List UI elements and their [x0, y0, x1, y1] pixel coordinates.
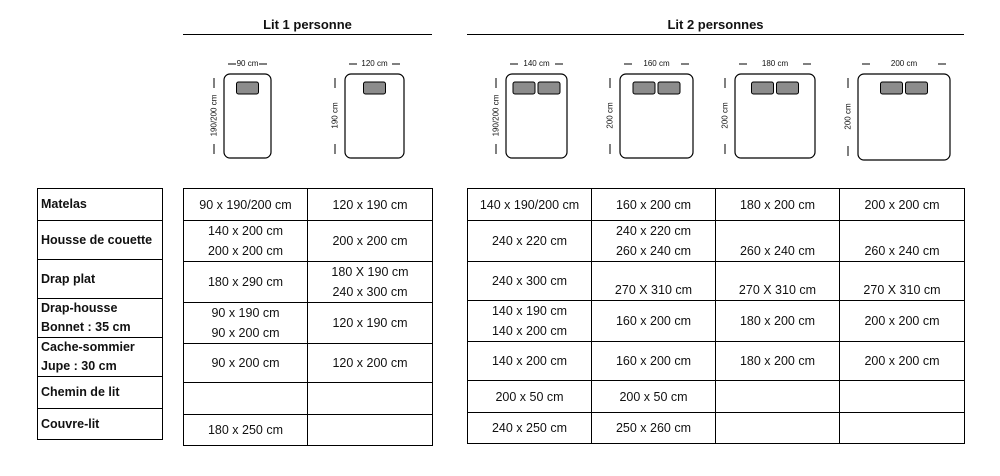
table-cell — [716, 221, 840, 262]
row-label — [38, 189, 163, 221]
row-label-text: Chemin de lit — [41, 385, 120, 399]
single-bed-group-title: Lit 1 personne — [263, 17, 352, 32]
cell-value: 260 x 240 cm — [739, 244, 816, 258]
table-cell — [308, 303, 433, 344]
row-label — [38, 409, 163, 440]
table-cell — [840, 413, 965, 444]
cell-value: 200 x 200 cm — [864, 354, 940, 368]
cell-value: 140 x 190/200 cm — [479, 197, 580, 212]
cell-value: 250 x 260 cm — [615, 421, 692, 435]
table-row — [184, 344, 433, 383]
table-row — [468, 189, 965, 221]
double-bed-group-title: Lit 2 personnes — [667, 17, 764, 32]
table-cell — [468, 301, 592, 342]
row-label-text: Drap plat — [41, 271, 96, 286]
cell-value: 180 x 200 cm — [739, 354, 816, 368]
cell-value: 200 x 50 cm — [619, 389, 688, 404]
bed-length-label: 190 cm — [330, 102, 340, 129]
row-label-text: Bonnet : 35 cm — [41, 320, 131, 334]
cell-value: 120 x 200 cm — [332, 356, 408, 370]
table-cell — [592, 221, 716, 262]
table-cell — [308, 415, 433, 446]
table-cell — [308, 221, 433, 262]
bed-frame — [620, 74, 693, 158]
cell-value: 200 x 200 cm — [864, 314, 940, 328]
cell-value: 160 x 200 cm — [615, 314, 692, 328]
row-label — [38, 377, 163, 409]
bed-diagram — [325, 54, 424, 178]
table-row — [38, 221, 163, 260]
table-cell — [468, 381, 592, 413]
table-row — [184, 303, 433, 344]
cell-value: 260 x 240 cm — [615, 244, 692, 258]
table-cell — [468, 262, 592, 301]
cell-value: 270 X 310 cm — [738, 283, 817, 297]
row-label — [38, 221, 163, 260]
cell-value: 90 x 190 cm — [211, 306, 280, 320]
row-label-table — [37, 188, 163, 440]
table-cell — [716, 381, 840, 413]
cell-value: 140 x 200 cm — [491, 324, 568, 338]
table-cell — [840, 301, 965, 342]
cell-value: 200 x 200 cm — [332, 234, 408, 248]
pillow — [752, 82, 774, 94]
cell-value: 180 x 290 cm — [207, 275, 284, 289]
table-cell — [184, 344, 308, 383]
bed-diagram — [715, 54, 835, 178]
row-label-text: Cache-sommier — [41, 340, 135, 354]
table-cell — [592, 301, 716, 342]
table-cell — [308, 344, 433, 383]
bed-width-label: 140 cm — [523, 59, 550, 68]
row-label-text: Matelas — [41, 197, 87, 211]
table-row — [184, 415, 433, 446]
bed-width-label: 200 cm — [890, 59, 918, 68]
cell-value: 140 x 190 cm — [491, 304, 568, 318]
cell-value: 180 x 200 cm — [739, 197, 816, 212]
row-label-text: Jupe : 30 cm — [41, 359, 117, 373]
bed-diagram — [838, 54, 970, 180]
cell-value: 200 x 200 cm — [864, 197, 940, 212]
pillow — [237, 82, 259, 94]
pillow — [906, 82, 928, 94]
table-cell — [592, 381, 716, 413]
table-cell — [184, 262, 308, 303]
table-cell — [716, 413, 840, 444]
bed-width-label: 180 cm — [761, 59, 789, 68]
pillow — [777, 82, 799, 94]
cell-value: 180 x 250 cm — [207, 423, 284, 437]
table-cell — [308, 383, 433, 415]
cell-value: 180 X 190 cm — [331, 265, 409, 279]
cell-value: 90 x 200 cm — [211, 326, 280, 340]
double-bed-table — [467, 188, 965, 444]
bed-icon — [600, 54, 713, 178]
table-row — [468, 413, 965, 444]
table-cell — [308, 189, 433, 221]
bed-diagram — [486, 54, 587, 178]
cell-value: 120 x 190 cm — [332, 316, 408, 330]
single-bed-group-rule — [183, 34, 432, 35]
cell-value: 120 x 190 cm — [332, 197, 408, 212]
bed-length-label: 190/200 cm — [491, 94, 501, 137]
row-label-text: Couvre-lit — [41, 416, 100, 431]
cell-value: 240 x 300 cm — [491, 274, 568, 288]
single-bed-table — [183, 188, 433, 446]
row-label — [38, 338, 163, 377]
table-cell — [184, 383, 308, 415]
table-row — [38, 338, 163, 377]
table-cell — [468, 189, 592, 221]
table-cell — [592, 262, 716, 301]
cell-value: 270 X 310 cm — [614, 283, 693, 297]
bed-diagram — [204, 54, 291, 178]
table-cell — [308, 262, 433, 303]
cell-value: 240 x 250 cm — [491, 421, 568, 435]
table-cell — [716, 262, 840, 301]
cell-value: 240 x 220 cm — [615, 224, 692, 238]
bed-length-label: 190/200 cm — [209, 94, 219, 137]
cell-value: 90 x 190/200 cm — [199, 197, 292, 212]
table-row — [184, 189, 433, 221]
table-cell — [592, 413, 716, 444]
cell-value: 90 x 200 cm — [211, 356, 280, 370]
table-row — [38, 409, 163, 440]
bed-icon — [715, 54, 835, 178]
row-label-text: Housse de couette — [41, 232, 153, 247]
pillow — [364, 82, 386, 94]
bed-diagram — [600, 54, 713, 178]
double-bed-group-rule — [467, 34, 964, 35]
table-cell — [716, 342, 840, 381]
table-cell — [840, 189, 965, 221]
cell-value: 160 x 200 cm — [615, 354, 692, 368]
bed-frame — [858, 74, 950, 160]
cell-value: 200 x 200 cm — [207, 244, 284, 258]
table-cell — [184, 303, 308, 344]
table-row — [468, 342, 965, 381]
table-row — [38, 260, 163, 299]
bed-width-label: 160 cm — [643, 59, 670, 68]
bed-length-label: 200 cm — [843, 103, 853, 130]
table-cell — [840, 381, 965, 413]
table-row — [184, 221, 433, 262]
row-label-text: Drap-housse — [41, 301, 118, 315]
table-row — [184, 262, 433, 303]
bed-length-label: 200 cm — [720, 102, 730, 129]
table-row — [468, 221, 965, 262]
pillow — [513, 82, 535, 94]
cell-value: 260 x 240 cm — [864, 244, 940, 258]
table-row — [468, 381, 965, 413]
cell-value: 180 x 200 cm — [739, 314, 816, 328]
pillow — [881, 82, 903, 94]
table-cell — [184, 221, 308, 262]
table-cell — [840, 262, 965, 301]
bed-frame — [735, 74, 815, 158]
table-cell — [716, 189, 840, 221]
bed-icon — [486, 54, 587, 178]
table-cell — [468, 342, 592, 381]
bed-icon — [325, 54, 424, 178]
table-row — [38, 377, 163, 409]
table-cell — [840, 342, 965, 381]
table-cell — [184, 415, 308, 446]
table-cell — [468, 413, 592, 444]
table-cell — [592, 189, 716, 221]
table-cell — [468, 221, 592, 262]
table-row — [468, 262, 965, 301]
table-cell — [840, 221, 965, 262]
cell-value: 140 x 200 cm — [207, 224, 284, 238]
table-row — [38, 189, 163, 221]
cell-value: 200 x 50 cm — [495, 389, 564, 404]
table-cell — [592, 342, 716, 381]
table-cell — [716, 301, 840, 342]
table-row — [184, 383, 433, 415]
bed-width-label: 90 cm — [236, 59, 259, 68]
cell-value: 140 x 200 cm — [491, 354, 568, 368]
cell-value: 240 x 220 cm — [491, 234, 568, 248]
pillow — [658, 82, 680, 94]
pillow — [633, 82, 655, 94]
bed-icon — [838, 54, 970, 180]
row-label — [38, 260, 163, 299]
table-row — [38, 299, 163, 338]
cell-value: 160 x 200 cm — [615, 197, 692, 212]
pillow — [538, 82, 560, 94]
row-label — [38, 299, 163, 338]
bed-width-label: 120 cm — [361, 59, 388, 68]
table-row — [468, 301, 965, 342]
bed-length-label: 200 cm — [605, 102, 615, 129]
table-cell — [184, 189, 308, 221]
cell-value: 240 x 300 cm — [332, 285, 408, 299]
cell-value: 270 X 310 cm — [863, 283, 941, 297]
